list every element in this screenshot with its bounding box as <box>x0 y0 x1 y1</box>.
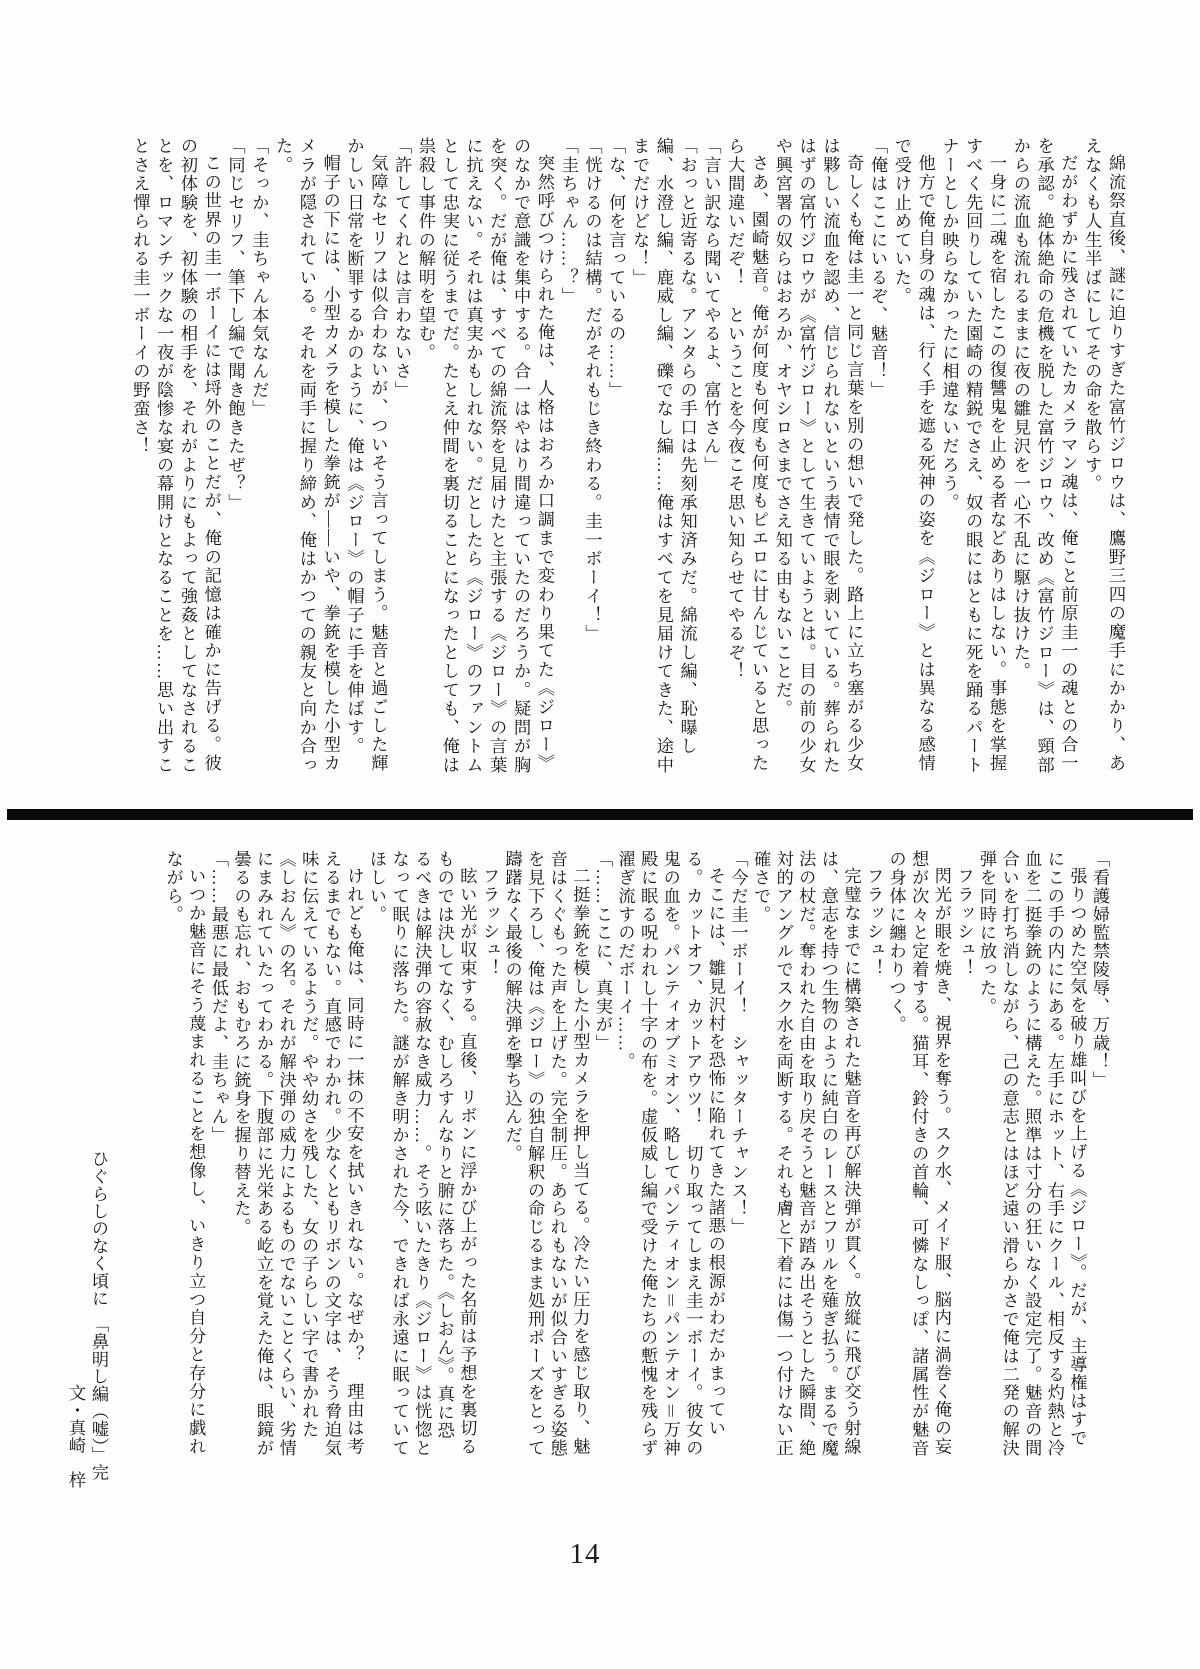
paragraph: 気障なセリフは似合わないが、ついそう言ってしまう。魅音と過ごした輝かしい日常を断罪するかのように、俺は《ジロー》の帽子に手を伸ばす。 <box>344 137 388 773</box>
story-text-block-bottom <box>161 850 1110 1458</box>
paragraph: だがわずかに残されていたカメラマン魂は、俺こと前原圭一の魂との合一を承認。絶体絶命の危機を脱した富竹ジロウ、改め《富竹ジロー》は、頸部からの流血も流れるままに夜の雛見沢を一心不乱に駆け抜けた。 <box>1010 137 1078 775</box>
paragraph: いつか魅音にそう蔑まれることを想像し、いきり立つ自分と存分に戯れながら。 <box>163 850 206 1456</box>
dialogue-paragraph: 「圭ちゃん……？」 <box>558 137 578 306</box>
dialogue-paragraph: 「今だ圭一ボーイ！ シャッターチャンス！」 <box>728 850 748 1237</box>
dialogue-paragraph: 「恍けるのは結構。だがそれもじき終わる。圭一ボーイ！」 <box>582 137 602 644</box>
paragraph: 突然呼びつけられた俺は、人格はおろか口調まで変わり果てた《ジロー》のなかで意識を集中する。合一はやはり間違っていたのだろうか。疑問が胸を突く。だが俺は、すべての綿流祭を見届けたと主張する《ジロー》の言葉に抗えない。それは真実かもしれない。だとしたら《ジロー》のファントムとして忠実に従うまでだ。たとえ仲間を裏切ることになったとしても、俺は祟殺し事件の解明を望む。 <box>415 137 554 775</box>
dialogue-paragraph: 「俺はここにいるぞ、魅音！」 <box>868 137 888 400</box>
paragraph: フラッシュ！ <box>954 867 974 978</box>
paragraph: 一身に二魂を宿したこの復讐鬼を止める者などありはしない。事態を掌握すべく先回りしていた園崎の精鋭でさえ、奴の眼にはともに死を踊るパートナーとしか映らなかったに相違ないだろう。 <box>939 137 1007 775</box>
colophon-title: ひぐらしのなく頃に 「鼻明し編（嘘）」完 <box>89 1150 108 1481</box>
dialogue-paragraph: 「そっか、圭ちゃん本気なんだ」 <box>249 137 269 419</box>
dialogue-paragraph: 「な、何を言っているの……」 <box>606 137 626 400</box>
dialogue-paragraph: 「同じセリフ、筆下し編で聞き飽きたぜ？」 <box>225 137 245 512</box>
paragraph: そこには、雛見沢村を恐怖に陥れてきた諸悪の根源がわだかまっている。カットオフ、カットアウツ！ 切り取ってしまえ圭一ボーイ。彼女の鬼の血を。パンティオブミオン、略してパンティオン＝パンテオン＝万神殿に眠る呪われし十字の布を。虚仮威し編で受けた俺たちの慙愧を残らず濯ぎ流すのだボーイ……。 <box>615 850 725 1458</box>
paragraph: さあ、園崎魅音。俺が何度も何度も何度もピエロに甘んじていると思ったら大間違いだぞ！ ということを今夜こそ思い知らせてやるぞ！ <box>725 137 769 773</box>
paragraph: 二挺拳銃を模した小型カメラを押し当てる。冷たい圧力を感じ取り、魅音はくぐもった声を上げた。完全制圧。あられもないが似合いすぎる姿態を見下ろし、俺は《ジロー》の独自解釈の命じるまま処刑ポーズをとって躊躇なく最後の解決弾を撃ち込んだ。 <box>502 850 590 1458</box>
paragraph: 張りつめた空気を破り雄叫びを上げる《ジロー》。だが、主導権はすでにこの手の内ににある。左手にホット、右手にクール、相反する灼熱と冷血を二挺拳銃のように構えた。照準は寸分の狂いなく設定完了。魅音の間合いを打ち消しながら、己の意志とはほど遠い滑らかさで俺は二発の解決弾を同時に放った。 <box>977 850 1087 1458</box>
dialogue-paragraph: 「……最悪に最低だよ、圭ちゃん」 <box>208 850 228 1145</box>
dialogue-paragraph: 「おっと近寄るな。アンタらの手口は先刻承知済みだ。綿流し編、恥曝し編、水澄し編、鹿威し編、礫でなし編……俺はすべてを見届けてきた、途中までだけどな！」 <box>630 137 697 775</box>
colophon-credit: 文・真崎 梓 <box>66 1383 85 1489</box>
paragraph: この世界の圭一ボーイには埒外のことだが、俺の記憶は確かに告げる。彼の初体験を、初体験の相手を、それがよりにもよって強姦としてなされることを、ロマンチックな一夜が陰惨な宴の幕開けとなることを……思い出すことさえ憚られる圭一ボーイの野蛮さ！ <box>130 137 221 775</box>
dialogue-paragraph: 「言い訳なら聞いてやるよ、富竹さん」 <box>701 137 721 475</box>
paragraph: 奇しくも俺は圭一と同じ言葉を別の想いで発した。路上に立ち塞がる少女は夥しい流血を認め、信じられないという表情で眼を剥いている。葬られたはずの富竹ジロウが《富竹ジロー》として生きていようとは。目の前の少女や興宮署の奴らはおろか、オヤシロさまでさえ知る由もないことだ。 <box>772 137 864 775</box>
colophon <box>64 1150 110 1512</box>
section-divider <box>7 809 1193 820</box>
story-text-block-top <box>128 137 1127 778</box>
paragraph: フラッシュ！ <box>479 867 499 978</box>
paragraph: 帽子の下には、小型カメラを模した拳銃が――いや、拳銃を模した小型カメラが隠されている。それを両手に握り締め、俺はかつての親友と向か合った。 <box>273 137 340 775</box>
paragraph: 他方で俺自身の魂は、行く手を遮る死神の姿を《ジロー》とは異なる感情で受け止めていた。 <box>891 137 935 773</box>
dialogue-paragraph: 「……ここに、真実が」 <box>592 850 612 1053</box>
paragraph: 完璧なまでに構築された魅音を再び解決弾が貫く。放縦に飛び交う射線は、意志を持つ生物のように純白のレースとフリルを薙ぎ払う。まるで魔法の杖だ。奪われた自由を取り戻そうと魅音が踏み出そうとした瞬間、絶対的アングルでスク水を両断する。それも膚と下着には傷一つ付けない正確さで。 <box>751 850 861 1458</box>
page-number: 14 <box>569 1538 601 1570</box>
paragraph: けれども俺は、同時に一抹の不安を拭いきれない。なぜか？ 理由は考えるまでもない。直感でわかれ。少なくともリボンの文字は、そう脅迫気味に伝えているようだ。やや幼さを残した、女の子らしい字で書かれた《しおん》の名。それが解決弾の威力によるものでないことくらい、劣情にまみれていたってわかる。下腹部に光栄ある屹立を覚えた俺は、眼鏡が曇るのも忘れ、おもむろに銃身を握り替えた。 <box>231 850 364 1458</box>
paragraph: 閃光が眼を焼き、視界を奪う。スク水、メイド服、脳内に渦巻く俺の妄想が次々と定着する。猫耳、鈴付きの首輪、可憐なしっぽ、諸属性が魅音の身体に纏わりつく。 <box>886 850 951 1458</box>
dialogue-paragraph: 「許してくれとは言わないさ」 <box>392 137 412 400</box>
dialogue-paragraph: 「看護婦監禁陵辱、万歳！」 <box>1090 850 1109 1090</box>
paragraph: 綿流祭直後、謎に迫りすぎた富竹ジロウは、鷹野三四の魔手にかかり、あえなくも人生半ばにしてその命を散らす。 <box>1082 137 1125 773</box>
paragraph: 眩い光が収束する。直後、リボンに浮かび上がった名前は予想を裏切るものでは決してなく、むしろすんなりと腑に落ちた。《しおん》。真に恐るべきは解決弾の容赦なき威力……。そう呟いたきり《ジロー》は恍惚となって眠りに落ちた。謎が解き明かされた今、できれば永遠に眠っていてほしい。 <box>367 850 477 1458</box>
paragraph: フラッシュ！ <box>864 867 884 978</box>
